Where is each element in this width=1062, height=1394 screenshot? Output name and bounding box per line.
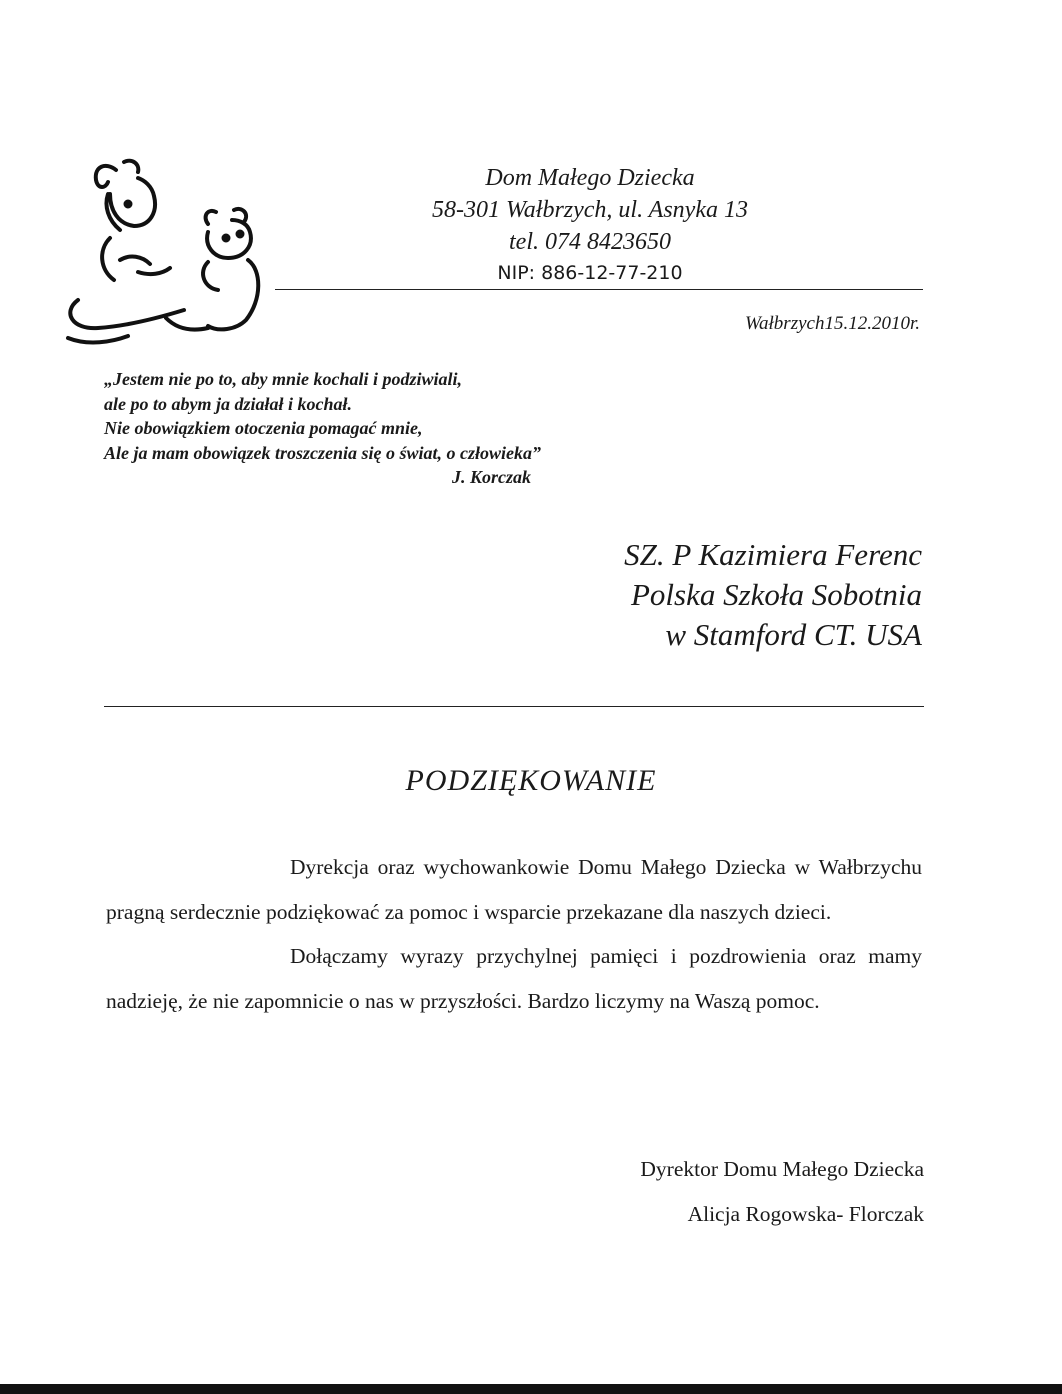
recipient-address — [502, 535, 922, 655]
korczak-quote — [104, 367, 664, 490]
body-paragraph: Dyrekcja oraz wychowankowie Domu Małego Dziecka w Wałbrzychu pragną serdecznie podziękować za pomoc i wsparcie przekazane dla naszych dzieci. — [106, 855, 922, 924]
letterhead — [380, 162, 800, 288]
quote-line: ale po to abym ja działał i kochał. — [104, 393, 352, 414]
signature-block — [640, 1147, 924, 1236]
org-name: Dom Małego Dziecka — [485, 165, 695, 191]
recipient-line: w Stamford CT. USA — [665, 617, 922, 652]
letter-date: Wałbrzych15.12.2010r. — [744, 313, 920, 334]
header-divider — [275, 289, 923, 290]
quote-line: Nie obowiązkiem otoczenia pomagać mnie, — [104, 418, 423, 438]
org-phone: tel. 074 8423650 — [509, 229, 671, 255]
scan-edge — [0, 1384, 1062, 1394]
org-address: 58-301 Wałbrzych, ul. Asnyka 13 — [432, 197, 748, 223]
quote-author: J. Korczak — [452, 467, 532, 487]
recipient-divider — [104, 706, 924, 707]
letter-body — [106, 845, 922, 1023]
quote-line: Ale ja mam obowiązek troszczenia się o świat, o człowieka” — [104, 442, 542, 463]
recipient-line: SZ. P Kazimiera Ferenc — [624, 537, 922, 572]
signatory-name: Alicja Rogowska- Florczak — [687, 1201, 924, 1226]
teddy-bears-logo-icon — [58, 150, 278, 360]
signatory-title: Dyrektor Domu Małego Dziecka — [640, 1157, 924, 1181]
quote-line: „Jestem nie po to, aby mnie kochali i podziwiali, — [104, 369, 462, 389]
recipient-line: Polska Szkoła Sobotnia — [630, 577, 922, 612]
org-nip: NIP: 886-12-77-210 — [497, 262, 683, 284]
document-title: PODZIĘKOWANIE — [405, 764, 657, 797]
body-paragraph: Dołączamy wyrazy przychylnej pamięci i pozdrowienia oraz mamy nadzieję, że nie zapomnicie o nas w przyszłości. Bardzo liczymy na Waszą pomoc. — [106, 944, 922, 1013]
